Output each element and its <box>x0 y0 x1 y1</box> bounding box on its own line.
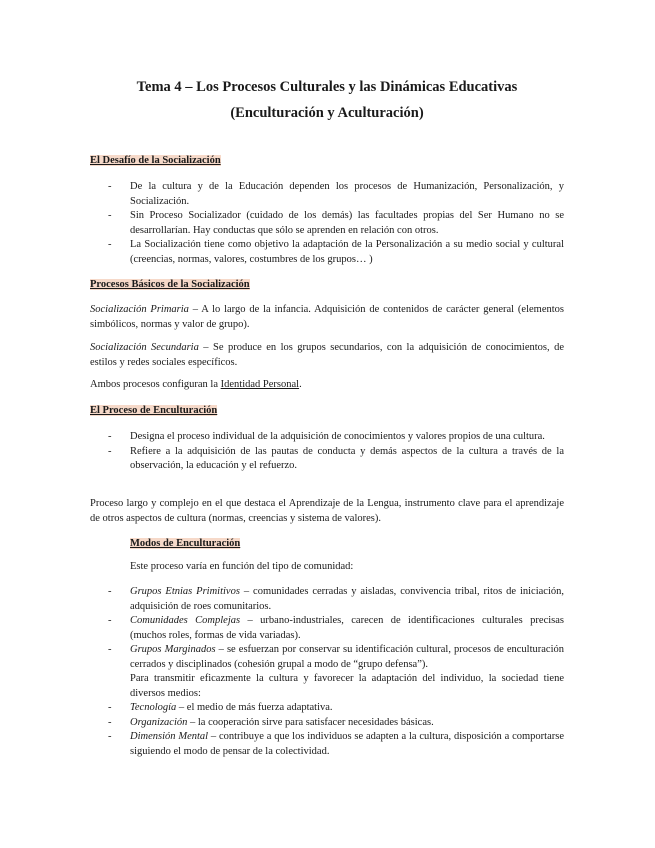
list-item: - Sin Proceso Socializador (cuidado de los demás) las facultades propias del Ser Humano no se desarrollarían. Hay conductas que sólo se aprenden en relación con otros. <box>108 209 564 238</box>
paragraph-socializacion-primaria: Socialización Primaria – A lo largo de la infancia. Adquisición de contenidos de carácter general (elementos simbólicos, normas y valor de grupo). <box>90 304 564 330</box>
list-item: - Grupos Marginados – se esfuerzan por conservar su identificación cultural, procesos de enculturación cerrados y disciplinados (cohesión grupal a modo de “grupo defensa”). <box>108 643 564 672</box>
title-line-2: (Enculturación y Aculturación) <box>230 105 424 121</box>
list-item: - Comunidades Complejas – urbano-industriales, carecen de identificaciones culturales precisas (muchos roles, formas de vida variadas). <box>108 614 564 643</box>
list-item: - Tecnología – el medio de más fuerza adaptativa. <box>108 701 564 716</box>
title-line-1: Tema 4 – Los Procesos Culturales y las Dinámicas Educativas <box>136 79 518 95</box>
list-item: - Organización – la cooperación sirve para satisfacer necesidades básicas. <box>108 716 564 731</box>
paragraph-identidad: Ambos procesos configuran la Identidad Personal. <box>90 379 302 390</box>
modos-medios-paragraph: Para transmitir eficazmente la cultura y favorecer la adaptación del individuo, la sociedad tiene diversos medios: <box>130 673 564 699</box>
list-item: - La Socialización tiene como objetivo la adaptación de la Personalización a su medio social y cultural (creencias, normas, valores, costumbres de los grupos… ) <box>108 238 564 267</box>
modos-list <box>108 585 564 672</box>
term-primaria: Socialización Primaria <box>90 304 189 315</box>
modos-intro: Este proceso varía en función del tipo de comunidad: <box>130 561 354 572</box>
list-item: - De la cultura y de la Educación dependen los procesos de Humanización, Personalización, y Socialización. <box>108 180 564 209</box>
term-secundaria: Socialización Secundaria <box>90 342 199 353</box>
list-item: - Dimensión Mental – contribuye a que los individuos se adapten a la cultura, disposición a comportarse siguiendo el modo de pensar de la colectividad. <box>108 730 564 759</box>
list-item: - Grupos Etnias Primitivos – comunidades cerradas y aisladas, convivencia tribal, ritos de iniciación, adquisición de roes comunitarios. <box>108 585 564 614</box>
medios-list <box>108 701 564 759</box>
section-heading-socializacion: El Desafío de la Socialización <box>90 155 221 166</box>
list-item: - Refiere a la adquisición de las pautas de conducta y demás aspectos de la cultura a través de la observación, la educación y el refuerzo. <box>108 445 564 474</box>
identidad-personal-term: Identidad Personal <box>220 379 300 390</box>
section-heading-procesos-basicos: Procesos Básicos de la Socialización <box>90 279 250 290</box>
list-item: - Designa el proceso individual de la adquisición de conocimientos y valores propios de una cultura. <box>108 430 564 445</box>
paragraph-socializacion-secundaria: Socialización Secundaria – Se produce en los grupos secundarios, con la adquisición de conocimientos, de estilos y redes sociales específicos. <box>90 342 564 368</box>
enculturacion-list <box>108 430 564 474</box>
paragraph-aprendizaje-lengua: Proceso largo y complejo en el que destaca el Aprendizaje de la Lengua, instrumento clave para el aprendizaje de otros aspectos de cultura (normas, creencias y sistema de valores). <box>90 498 564 524</box>
socializacion-list <box>108 180 564 267</box>
document-title <box>90 74 564 126</box>
section-heading-enculturacion: El Proceso de Enculturación <box>90 405 218 416</box>
section-heading-modos: Modos de Enculturación <box>130 538 241 549</box>
